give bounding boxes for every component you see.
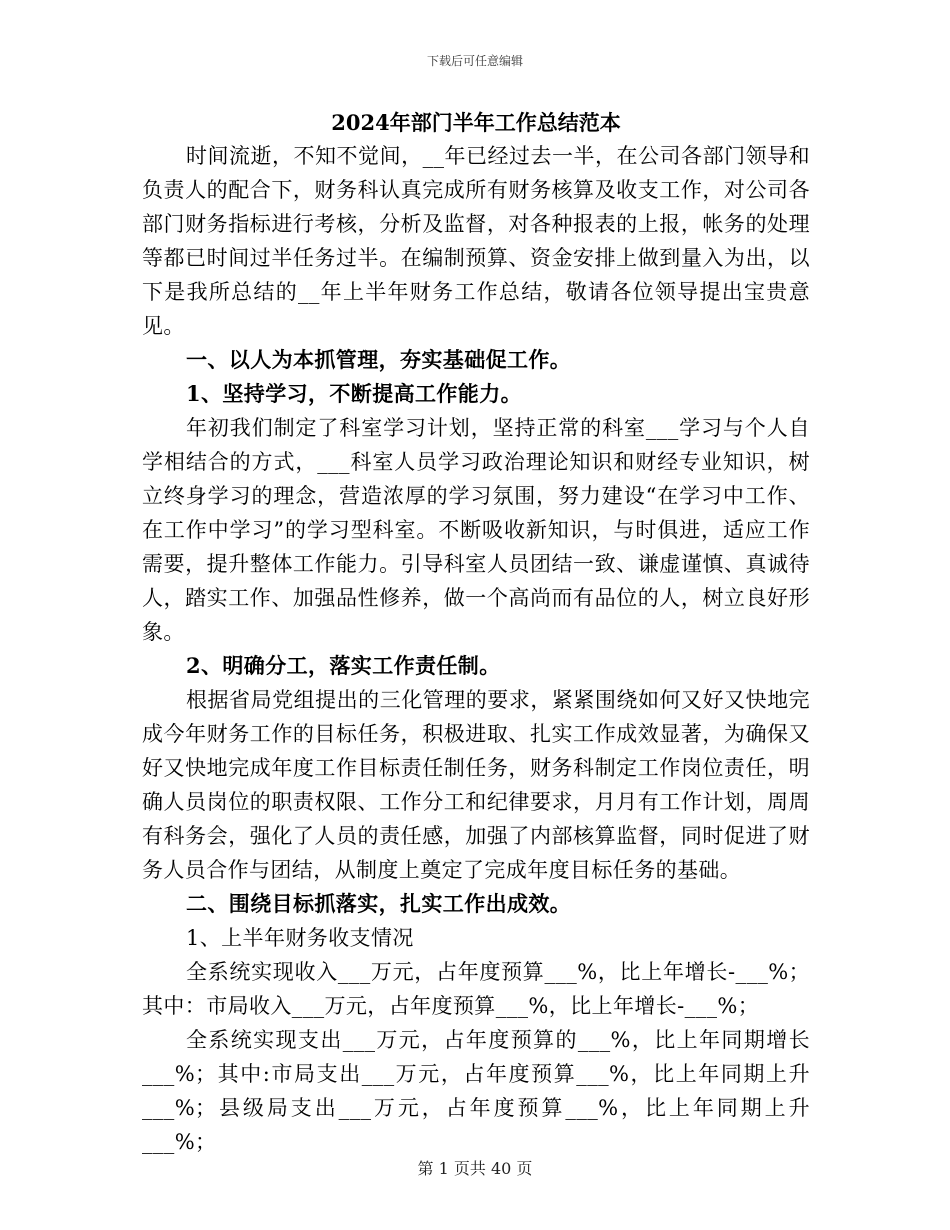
document-title: 2024年部门半年工作总结范本 — [331, 110, 621, 135]
document-body — [142, 109, 810, 1159]
subsection-heading-1-1: 1、坚持学习，不断提高工作能力。 — [186, 381, 523, 406]
section-heading-1: 一、以人为本抓管理，夯实基础促工作。 — [186, 347, 572, 372]
page-header: 下载后可任意编辑 — [426, 54, 523, 68]
section-heading-2: 二、围绕目标抓落实，扎实工作出成效。 — [186, 891, 572, 916]
body-paragraph-responsibility: 根据省局党组提出的三化管理的要求，紧紧围绕如何又好又快地完成今年财务工作的目标任务，积极进取、扎实工作成效显著，为确保又好又快地完成年度工作目标责任制任务，财务科制定工作岗位责任，明确人员岗位的职责权限、工作分工和纪律要求，月月有工作计划，周周有科务会，强化了人员的责任感，加强了内部核算监督，同时促进了财务人员合作与团结，从制度上奠定了完成年度目标任务的基础。 — [142, 688, 810, 882]
body-paragraph-study: 年初我们制定了科室学习计划，坚持正常的科室___学习与个人自学相结合的方式，___科室人员学习政治理论知识和财经专业知识，树立终身学习的理念，营造浓厚的学习氛围，努力建设“在学习中工作、在工作中学习”的学习型科室。不断吸收新知识，与时俱进，适应工作需要，提升整体工作能力。引导科室人员团结一致、谦虚谨慎、真诚待人，踏实工作、加强品性修养，做一个高尚而有品位的人，树立良好形象。 — [142, 416, 810, 644]
subsection-heading-2-1: 1、上半年财务收支情况 — [186, 926, 414, 950]
subsection-heading-1-2: 2、明确分工，落实工作责任制。 — [186, 653, 501, 678]
page-footer: 第 1 页共 40 页 — [417, 1159, 533, 1178]
body-paragraph-expenditure: 全系统实现支出___万元，占年度预算的___%，比上年同期增长___%；其中:市局支出___万元，占年度预算___%，比上年同期上升___%；县级局支出___万元，占年度预算___%，比上年同期上升___%； — [142, 1028, 810, 1154]
intro-paragraph: 时间流逝，不知不觉间，__年已经过去一半，在公司各部门领导和负责人的配合下，财务科认真完成所有财务核算及收支工作，对公司各部门财务指标进行考核，分析及监督，对各种报表的上报，帐务的处理等都已时间过半任务过半。在编制预算、资金安排上做到量入为出，以下是我所总结的__年上半年财务工作总结，敬请各位领导提出宝贵意见。 — [142, 144, 810, 338]
body-paragraph-income: 全系统实现收入___万元，占年度预算___%，比上年增长-___%；其中：市局收入___万元，占年度预算___%，比上年增长-___%； — [142, 960, 810, 1018]
